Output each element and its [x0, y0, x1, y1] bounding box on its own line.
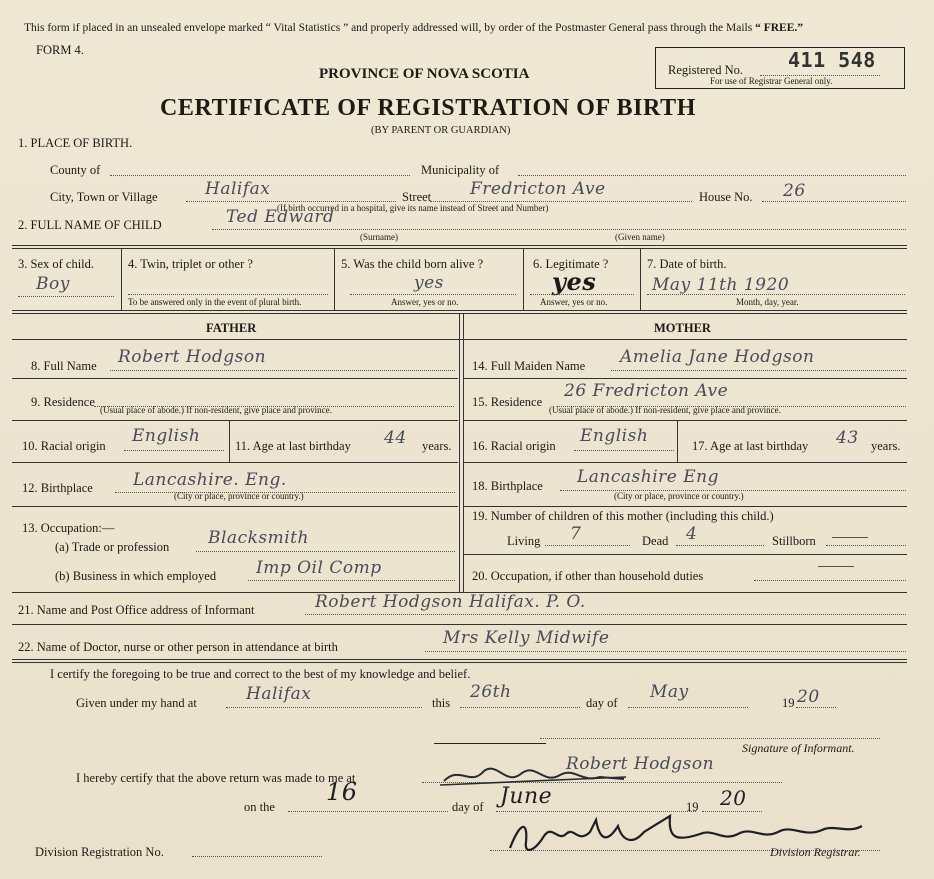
father-trade-field — [196, 551, 455, 552]
father-racial-label: 10. Racial origin — [22, 439, 106, 453]
dob-label: 7. Date of birth. — [647, 257, 727, 271]
mother-name-label: 14. Full Maiden Name — [472, 359, 586, 373]
twin-label: 4. Twin, triplet or other ? — [128, 257, 253, 271]
rule-6b — [12, 662, 907, 663]
mother-age-value: 43 — [836, 428, 859, 448]
informant-signature: Robert Hodgson — [566, 754, 715, 774]
informant-field — [305, 614, 906, 615]
registrar-caption: Division Registrar. — [770, 845, 861, 859]
vrule-d — [640, 249, 641, 310]
father-age-value: 44 — [384, 428, 407, 448]
alive-label: 5. Was the child born alive ? — [341, 257, 484, 271]
sex-label: 3. Sex of child. — [18, 257, 95, 271]
mother-occupation-label: 20. Occupation, if other than household duties — [472, 569, 704, 583]
mother-residence-note: (Usual place of abode.) If non-resident, give place and province. — [549, 405, 781, 415]
doctor-field — [425, 651, 906, 652]
mother-birthplace-value: Lancashire Eng — [577, 467, 719, 487]
rule-5 — [12, 624, 907, 625]
father-birthplace-note: (City or place, province or country.) — [174, 491, 304, 501]
city-label: City, Town or Village — [50, 190, 158, 204]
twin-note: To be answered only in the event of plural birth. — [128, 297, 302, 307]
given-day-value: 26th — [470, 682, 512, 702]
mother-name-field — [611, 370, 906, 371]
legitimate-field — [530, 294, 634, 295]
registrar-month-value: June — [500, 784, 553, 809]
informant-value: Robert Hodgson Halifax. P. O. — [315, 592, 586, 612]
vrule-c — [523, 249, 524, 310]
mother-occupation-dash — [818, 566, 854, 567]
given-day-field — [460, 707, 580, 708]
living-label: Living — [507, 534, 541, 548]
father-racial-field — [124, 450, 224, 451]
rule-6 — [12, 659, 907, 660]
given-place-field — [226, 707, 422, 708]
legitimate-note: Answer, yes or no. — [540, 297, 608, 307]
dob-note: Month, day, year. — [736, 297, 799, 307]
alive-note: Answer, yes or no. — [391, 297, 459, 307]
registered-number: 411 548 — [788, 48, 876, 72]
dob-value: May 11th 1920 — [652, 275, 790, 295]
rule-f1 — [12, 378, 458, 379]
city-value: Halifax — [205, 179, 271, 199]
division-no-label: Division Registration No. — [35, 845, 164, 859]
father-trade-value: Blacksmith — [208, 528, 309, 548]
hospital-note: (If birth occurred in a hospital, give its name instead of Street and Number) — [277, 203, 549, 213]
day-of-label: day of — [586, 696, 618, 710]
vrule-a — [121, 249, 122, 310]
living-field — [545, 545, 630, 546]
father-name-label: 8. Full Name — [31, 359, 97, 373]
given-year-prefix: 19 — [782, 696, 795, 710]
father-name-value: Robert Hodgson — [118, 347, 267, 367]
mother-residence-label: 15. Residence — [472, 395, 543, 409]
page-title: CERTIFICATE OF REGISTRATION OF BIRTH — [160, 95, 696, 121]
child-name-value: Ted Edward — [226, 207, 335, 227]
father-occupation-label: 13. Occupation:— — [22, 521, 115, 535]
given-place-value: Halifax — [246, 684, 312, 704]
father-business-label: (b) Business in which employed — [55, 569, 217, 583]
living-value: 7 — [570, 524, 582, 544]
informant-signature-line — [540, 738, 880, 739]
street-label: Street — [402, 190, 432, 204]
registrar-year-value: 20 — [720, 786, 747, 810]
parent-divider-2 — [463, 314, 464, 592]
given-name-caption: (Given name) — [615, 232, 665, 242]
vrule-m — [677, 421, 678, 462]
registrar-day-field — [288, 811, 448, 812]
father-birthplace-value: Lancashire. Eng. — [133, 470, 287, 490]
registrar-statement: I hereby certify that the above return was made to me at — [76, 771, 356, 785]
mother-racial-value: English — [580, 426, 649, 446]
signature-caption: Signature of Informant. — [742, 741, 855, 755]
father-heading: FATHER — [206, 321, 257, 335]
municipality-label: Municipality of — [421, 163, 500, 177]
county-field — [110, 175, 410, 176]
page-subtitle: (BY PARENT OR GUARDIAN) — [371, 125, 511, 136]
stillborn-field — [826, 545, 906, 546]
sex-field — [18, 296, 114, 297]
mother-age-label: 17. Age at last birthday — [692, 439, 809, 453]
rule-1b — [12, 248, 907, 249]
this-label: this — [432, 696, 451, 710]
province-heading: PROVINCE OF NOVA SCOTIA — [319, 66, 530, 82]
registered-label: Registered No. — [668, 63, 743, 77]
alive-value: yes — [414, 273, 444, 293]
stillborn-label: Stillborn — [772, 534, 816, 548]
legitimate-value: yes — [552, 267, 597, 296]
father-name-field — [110, 370, 455, 371]
city-field — [186, 201, 396, 202]
mother-heading: MOTHER — [654, 321, 711, 335]
mother-years: years. — [871, 439, 901, 453]
mother-residence-value: 26 Fredricton Ave — [564, 381, 729, 401]
stillborn-dash — [832, 537, 868, 538]
given-month-field — [628, 707, 748, 708]
rule-f2 — [12, 420, 458, 421]
postal-notice: This form if placed in an unsealed envelope marked “ Vital Statistics ” and properly addressed will, by order of the Postmaster General pass through the Mails “ FREE.” — [24, 22, 803, 34]
rule-m3 — [464, 462, 907, 463]
surname-caption: (Surname) — [360, 232, 398, 242]
given-year-value: 20 — [797, 687, 820, 707]
father-residence-label: 9. Residence — [31, 395, 95, 409]
street-value: Fredricton Ave — [470, 179, 606, 199]
father-racial-value: English — [132, 426, 201, 446]
dead-field — [676, 545, 764, 546]
parent-divider-1 — [459, 314, 460, 592]
mother-racial-field — [574, 450, 674, 451]
street-field — [430, 201, 692, 202]
rule-m1 — [464, 378, 907, 379]
division-no-field — [192, 856, 322, 857]
legitimate-label: 6. Legitimate ? — [533, 257, 609, 271]
father-business-value: Imp Oil Comp — [256, 558, 382, 578]
rule-m5 — [464, 554, 907, 555]
given-label: Given under my hand at — [76, 696, 197, 710]
informant-label: 21. Name and Post Office address of Informant — [18, 603, 255, 617]
dob-field — [647, 294, 905, 295]
mother-name-value: Amelia Jane Hodgson — [620, 347, 815, 367]
father-trade-label: (a) Trade or profession — [55, 540, 170, 554]
place-section-title: 1. PLACE OF BIRTH. — [18, 136, 133, 150]
vrule-f — [229, 421, 230, 462]
doctor-value: Mrs Kelly Midwife — [443, 628, 610, 648]
dead-label: Dead — [642, 534, 669, 548]
vrule-b — [334, 249, 335, 310]
rule-1 — [12, 245, 907, 246]
doctor-label: 22. Name of Doctor, nurse or other person in attendance at birth — [18, 640, 338, 654]
sex-value: Boy — [36, 274, 70, 294]
house-field — [762, 201, 906, 202]
house-value: 26 — [783, 181, 806, 201]
registrar-use-note: For use of Registrar General only. — [710, 76, 833, 86]
child-name-field — [212, 229, 906, 230]
father-birthplace-label: 12. Birthplace — [22, 481, 93, 495]
father-years: years. — [422, 439, 452, 453]
dead-value: 4 — [686, 524, 698, 544]
rule-m2 — [464, 420, 907, 421]
mother-birthplace-label: 18. Birthplace — [472, 479, 543, 493]
given-year-field — [796, 707, 836, 708]
given-month-value: May — [650, 682, 689, 702]
certify-statement: I certify the foregoing to be true and correct to the best of my knowledge and belief. — [50, 667, 471, 681]
mother-children-label: 19. Number of children of this mother (including this child.) — [472, 509, 774, 523]
county-label: County of — [50, 163, 101, 177]
alive-field — [350, 294, 516, 295]
rule-m4 — [464, 506, 907, 507]
rule-2 — [12, 310, 907, 311]
child-name-label: 2. FULL NAME OF CHILD — [18, 218, 162, 232]
mother-birthplace-note: (City or place, province or country.) — [614, 491, 744, 501]
father-residence-note: (Usual place of abode.) If non-resident, give place and province. — [100, 405, 332, 415]
father-business-field — [248, 580, 455, 581]
on-the-label: on the — [244, 800, 275, 814]
registrar-year-prefix: 19 — [686, 800, 699, 814]
house-label: House No. — [699, 190, 753, 204]
rule-3 — [12, 339, 907, 340]
twin-field — [128, 294, 328, 295]
municipality-field — [518, 175, 906, 176]
mother-occupation-field — [754, 580, 906, 581]
form-number: FORM 4. — [36, 43, 84, 57]
rule-f3 — [12, 462, 458, 463]
registrar-day-value: 16 — [326, 778, 358, 806]
rule-f4 — [12, 506, 458, 507]
short-rule — [434, 743, 546, 744]
registrar-day-of-label: day of — [452, 800, 484, 814]
father-age-label: 11. Age at last birthday — [235, 439, 351, 453]
mother-racial-label: 16. Racial origin — [472, 439, 556, 453]
